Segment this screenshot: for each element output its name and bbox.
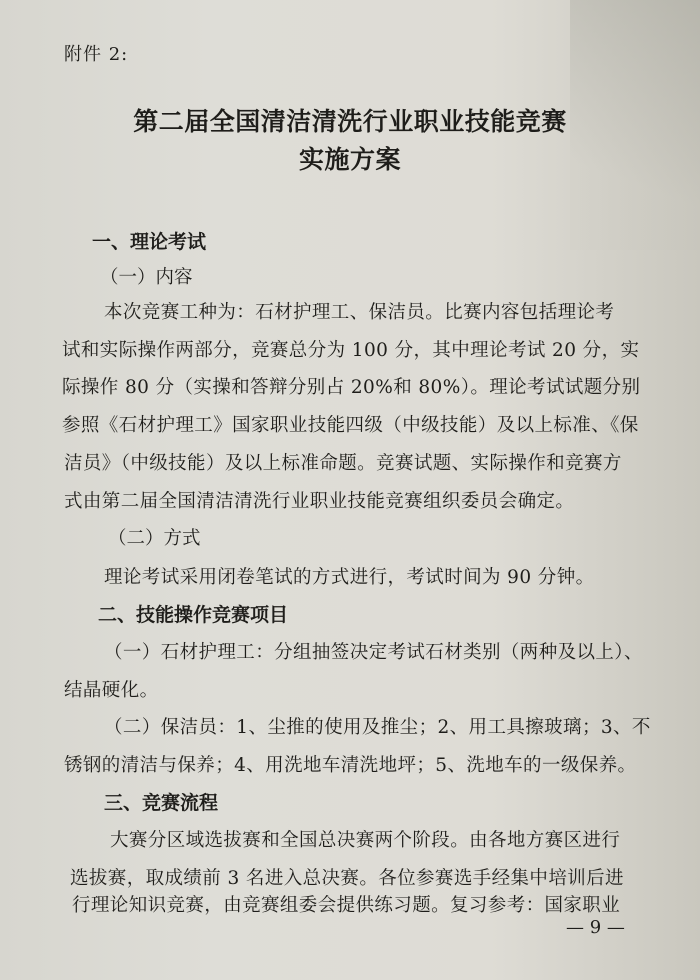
paragraph-line: 行理论知识竞赛，由竞赛组委会提供练习题。复习参考：国家职业 xyxy=(72,895,621,916)
section-2-heading: 二、技能操作竞赛项目 xyxy=(98,604,289,626)
section-1-heading: 一、理论考试 xyxy=(92,231,207,253)
page-number: — 9 — xyxy=(566,917,625,938)
paragraph-line: 大赛分区域选拔赛和全国总决赛两个阶段。由各地方赛区进行 xyxy=(110,830,621,851)
section-3-heading: 三、竞赛流程 xyxy=(104,792,219,814)
paragraph-line: 洁员》（中级技能）及以上标准命题。竞赛试题、实际操作和竞赛方 xyxy=(64,453,622,474)
section-1-sub-2-heading: （二）方式 xyxy=(108,528,201,549)
paragraph-line: 际操作 80 分（实操和答辩分别占 20%和 80%）。理论考试试题分别 xyxy=(62,377,641,398)
paragraph-line: 选拔赛，取成绩前 3 名进入总决赛。各位参赛选手经集中培训后进 xyxy=(70,868,624,889)
paragraph-line: （一）石材护理工：分组抽签决定考试石材类别（两种及以上）、 xyxy=(104,642,643,663)
document-title-line-1: 第二届全国清洁清洗行业职业技能竞赛 xyxy=(133,107,567,136)
paragraph-line: 本次竞赛工种为：石材护理工、保洁员。比赛内容包括理论考 xyxy=(104,302,615,323)
document-title-line-2: 实施方案 xyxy=(298,145,401,174)
attachment-label: 附件 2: xyxy=(64,44,129,65)
paragraph-line: 参照《石材护理工》国家职业技能四级（中级技能）及以上标准、《保 xyxy=(62,415,639,436)
paragraph-line: 式由第二届全国清洁清洗行业职业技能竞赛组织委员会确定。 xyxy=(64,491,575,512)
paragraph-line: 理论考试采用闭卷笔试的方式进行，考试时间为 90 分钟。 xyxy=(104,567,595,588)
paragraph-line: （二）保洁员：1、尘推的使用及推尘；2、用工具擦玻璃；3、不 xyxy=(104,717,651,738)
section-1-sub-1-heading: （一）内容 xyxy=(100,267,193,288)
paragraph-line: 结晶硬化。 xyxy=(64,680,159,701)
paragraph-line: 试和实际操作两部分，竞赛总分为 100 分，其中理论考试 20 分，实 xyxy=(62,340,640,361)
paragraph-line: 锈钢的清洁与保养；4、用洗地车清洗地坪；5、洗地车的一级保养。 xyxy=(64,755,637,776)
